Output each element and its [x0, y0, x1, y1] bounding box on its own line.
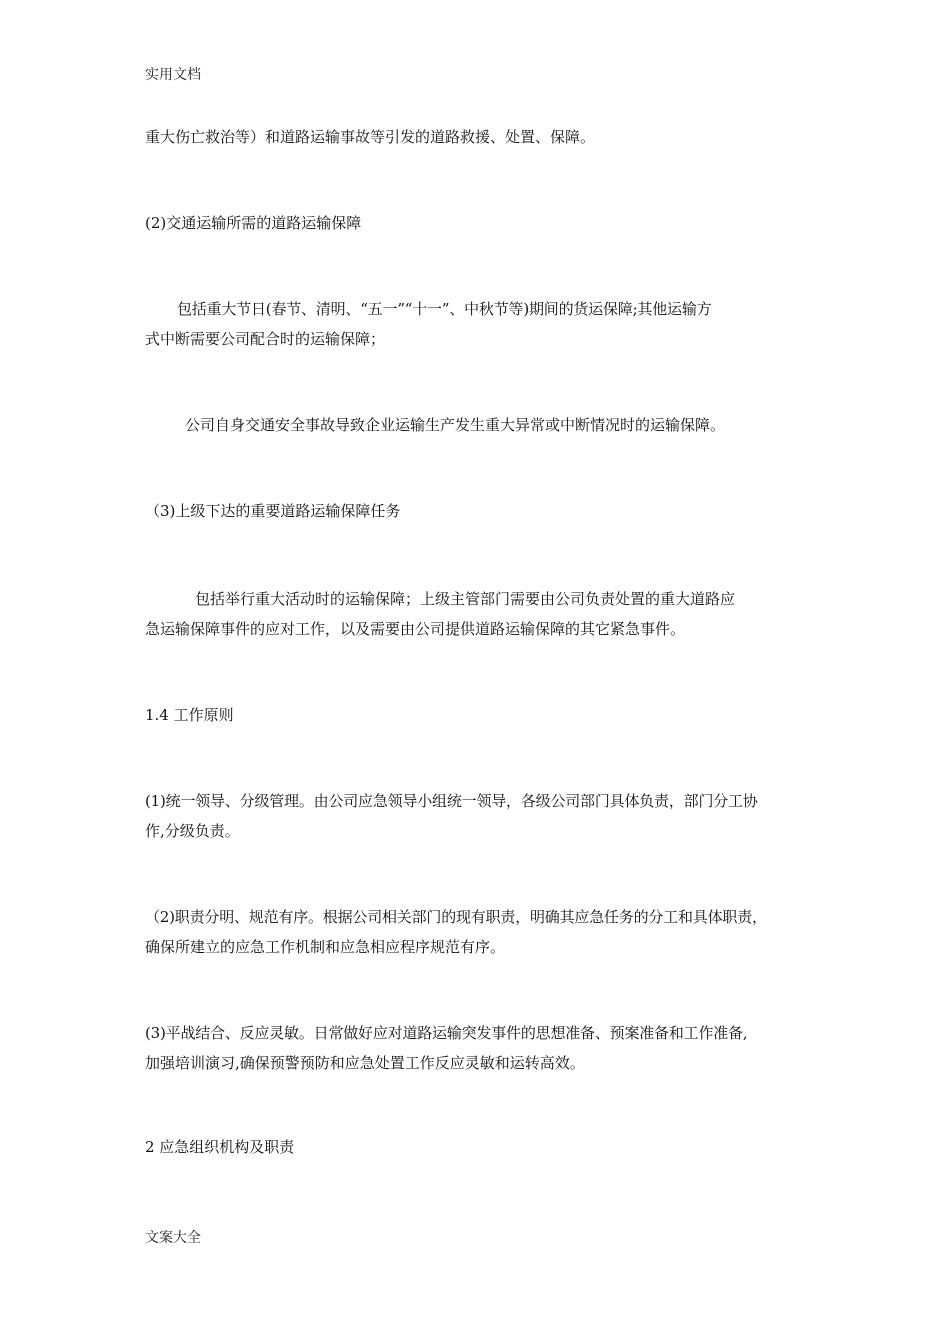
- heading-emergency-organization: [145, 1132, 815, 1162]
- paragraph-line: 式中断需要公司配合时的运输保障；: [145, 330, 386, 348]
- paragraph-line: 2 应急组织机构及职责: [145, 1138, 295, 1156]
- paragraph-line: （2)职责分明、规范有序。根据公司相关部门的现有职责，明确其应急任务的分工和具体职责，: [145, 908, 767, 926]
- paragraph-line: 加强培训演习,确保预警预防和应急处置工作反应灵敏和运转高效。: [145, 1054, 585, 1072]
- heading-superior-tasks: [145, 496, 815, 526]
- paragraph-clear-responsibility: [145, 902, 815, 962]
- paragraph-line: 作,分级负责。: [145, 822, 240, 840]
- page-header: 实用文档: [145, 67, 201, 83]
- paragraph-line: （3)上级下达的重要道路运输保障任务: [145, 502, 401, 520]
- paragraph-company-accident: [145, 410, 815, 440]
- paragraph-line: 包括重大节日(春节、清明、“五一”“十一”、中秋节等)期间的货运保障;其他运输方: [177, 300, 712, 318]
- paragraph-line: 包括举行重大活动时的运输保障；上级主管部门需要由公司负责处置的重大道路应: [195, 590, 736, 608]
- page-footer: 文案大全: [145, 1230, 201, 1246]
- paragraph-line: (2)交通运输所需的道路运输保障: [145, 214, 362, 232]
- heading-transport-guarantee: [145, 208, 815, 238]
- paragraph-holiday-guarantee: [145, 294, 815, 354]
- paragraph-line: 急运输保障事件的应对工作，以及需要由公司提供道路运输保障的其它紧急事件。: [145, 620, 686, 638]
- paragraph-line: 1.4 工作原则: [145, 706, 234, 724]
- heading-work-principles: [145, 700, 815, 730]
- paragraph-line: 公司自身交通安全事故导致企业运输生产发生重大异常或中断情况时的运输保障。: [185, 416, 726, 434]
- paragraph-line: 重大伤亡救治等）和道路运输事故等引发的道路救援、处置、保障。: [145, 128, 596, 146]
- paragraph-unified-leadership: [145, 786, 815, 846]
- paragraph-peace-war-combination: [145, 1018, 815, 1078]
- paragraph-line: (1)统一领导、分级管理。由公司应急领导小组统一领导，各级公司部门具体负责，部门分工协: [145, 792, 758, 810]
- paragraph-road-rescue: [145, 122, 815, 152]
- paragraph-line: (3)平战结合、反应灵敏。日常做好应对道路运输突发事件的思想准备、预案准备和工作准备,: [145, 1024, 748, 1042]
- paragraph-major-events: [145, 584, 815, 644]
- paragraph-line: 确保所建立的应急工作机制和应急相应程序规范有序。: [145, 938, 506, 956]
